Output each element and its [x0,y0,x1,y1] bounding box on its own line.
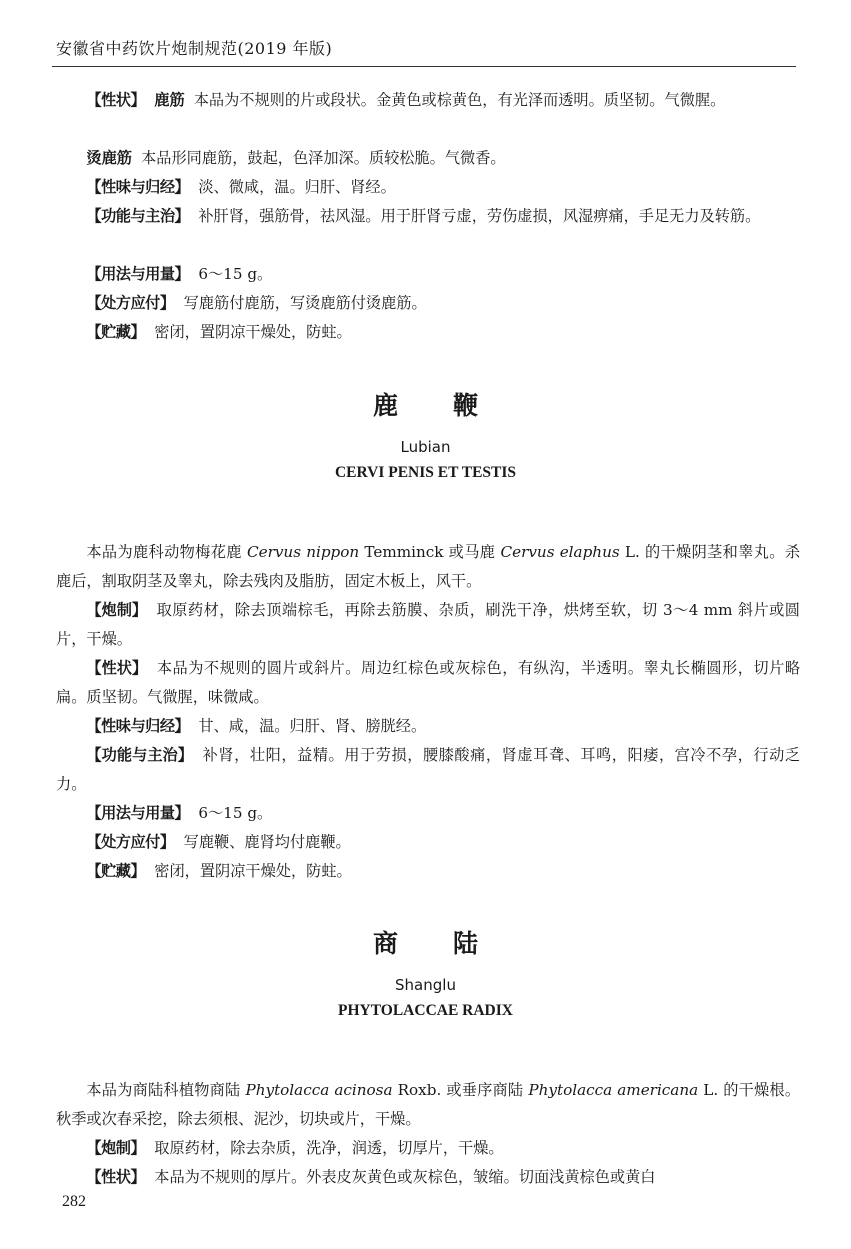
section-label: 【性状】 [86,91,146,109]
monograph-pinyin-lubian: Lubian [400,438,451,456]
paragraph-text: 本品为不规则的片或段状。金黄色或棕黄色，有光泽而透明。质坚韧。气微腥。 [193,91,726,109]
section-label: 【贮藏】 [86,862,146,880]
latin-name: Cervus nippon [246,543,360,561]
paragraph-lubian-gongneng [56,741,800,799]
latin-name: Phytolacca americana [528,1081,699,1099]
monograph-latin-lubian: CERVI PENIS ET TESTIS [334,464,517,481]
paragraph-prev-zhucang [56,318,800,347]
paragraph-text: L. 的干燥阴茎和睾丸。杀鹿后，割取阴茎及睾丸，除去残肉及脂肪，固定木板上，风干。 [56,543,801,590]
paragraph-text: 本品为不规则的圆片或斜片。周边红棕色或灰棕色，有纵沟，半透明。睾丸长椭圆形，切片略扁。质坚韧。气微腥，味微咸。 [56,659,801,706]
paragraph-lubian-yongfa [56,799,800,828]
paragraph-shanglu-paozhi [56,1134,800,1163]
paragraph-text: 补肝肾，强筋骨，祛风湿。用于肝肾亏虚，劳伤虚损，风湿痹痛，手足无力及转筋。 [198,207,761,225]
section-label: 【性状】 [86,659,148,677]
paragraph-text: 取原药材，除去顶端棕毛，再除去筋膜、杂质，刷洗干净，烘烤至软，切 3～4 mm 斜片或圆片，干燥。 [56,601,800,648]
paragraph-prev-yongfa [56,260,800,289]
paragraph-text: 本品形同鹿筋，鼓起，色泽加深。质较松脆。气微香。 [141,149,506,167]
section-label: 【用法与用量】 [86,265,190,283]
paragraph-text: 补肾，壮阳，益精。用于劳损，腰膝酸痛，肾虚耳聋、耳鸣，阳痿，宫冷不孕，行动乏力。 [56,746,801,793]
subhead-tanglujin: 烫鹿筋 [86,149,132,167]
paragraph-text: Temminck 或马鹿 [364,543,496,561]
subhead-lujin: 鹿筋 [154,91,185,109]
paragraph-text: 本品为商陆科植物商陆 [86,1081,241,1099]
section-label: 【用法与用量】 [86,804,190,822]
paragraph-lubian-chufang [56,828,800,857]
monograph-latin-shanglu: PHYTOLACCAE RADIX [338,1002,513,1019]
monograph-title-lubian: 鹿鞭 [372,391,533,420]
paragraph-text: L. 的干燥根。秋季或次春采挖，除去须根、泥沙，切块或片，干燥。 [56,1081,801,1128]
page-number: 282 [62,1193,86,1210]
paragraph-shanglu-intro [56,1076,800,1134]
section-label: 【性味与归经】 [86,717,190,735]
paragraph-prev-chufang [56,289,800,318]
paragraph-prev-gongneng [56,202,800,231]
paragraph-text: 6～15 g。 [198,265,273,283]
section-label: 【功能与主治】 [86,746,194,764]
paragraph-prev-tanglujin [56,144,800,173]
monograph-title-shanglu: 商陆 [372,929,533,958]
paragraph-text: 淡、微咸，温。归肝、肾经。 [198,178,396,196]
paragraph-text: Roxb. 或垂序商陆 [397,1081,524,1099]
paragraph-lubian-intro [56,538,800,596]
paragraph-prev-xingzhuang [56,86,800,115]
latin-name: Phytolacca acinosa [245,1081,393,1099]
paragraph-lubian-paozhi [56,596,800,654]
section-label: 【炮制】 [86,601,148,619]
header-rule [52,66,796,67]
paragraph-text: 写鹿筋付鹿筋，写烫鹿筋付烫鹿筋。 [183,294,427,312]
monograph-pinyin-shanglu: Shanglu [395,976,456,994]
paragraph-shanglu-xingzhuang [56,1163,800,1192]
paragraph-text: 取原药材，除去杂质，洗净，润透，切厚片，干燥。 [154,1139,504,1157]
paragraph-text: 本品为不规则的厚片。外表皮灰黄色或灰棕色，皱缩。切面浅黄棕色或黄白 [154,1168,656,1186]
section-label: 【功能与主治】 [86,207,190,225]
paragraph-lubian-xingzhuang [56,654,800,712]
paragraph-text: 本品为鹿科动物梅花鹿 [86,543,242,561]
running-title: 安徽省中药饮片炮制规范(2019 年版) [56,39,333,58]
section-label: 【性味与归经】 [86,178,190,196]
paragraph-prev-xingwei [56,173,800,202]
paragraph-lubian-zhucang [56,857,800,886]
latin-name: Cervus elaphus [500,543,620,561]
section-label: 【贮藏】 [86,323,146,341]
paragraph-text: 6～15 g。 [198,804,273,822]
paragraph-text: 密闭，置阴凉干燥处，防蛀。 [154,323,352,341]
paragraph-text: 写鹿鞭、鹿肾均付鹿鞭。 [183,833,351,851]
paragraph-lubian-xingwei [56,712,800,741]
section-label: 【处方应付】 [86,294,175,312]
section-label: 【处方应付】 [86,833,175,851]
section-label: 【炮制】 [86,1139,146,1157]
paragraph-text: 甘、咸，温。归肝、肾、膀胱经。 [198,717,427,735]
section-label: 【性状】 [86,1168,146,1186]
paragraph-text: 密闭，置阴凉干燥处，防蛀。 [154,862,352,880]
